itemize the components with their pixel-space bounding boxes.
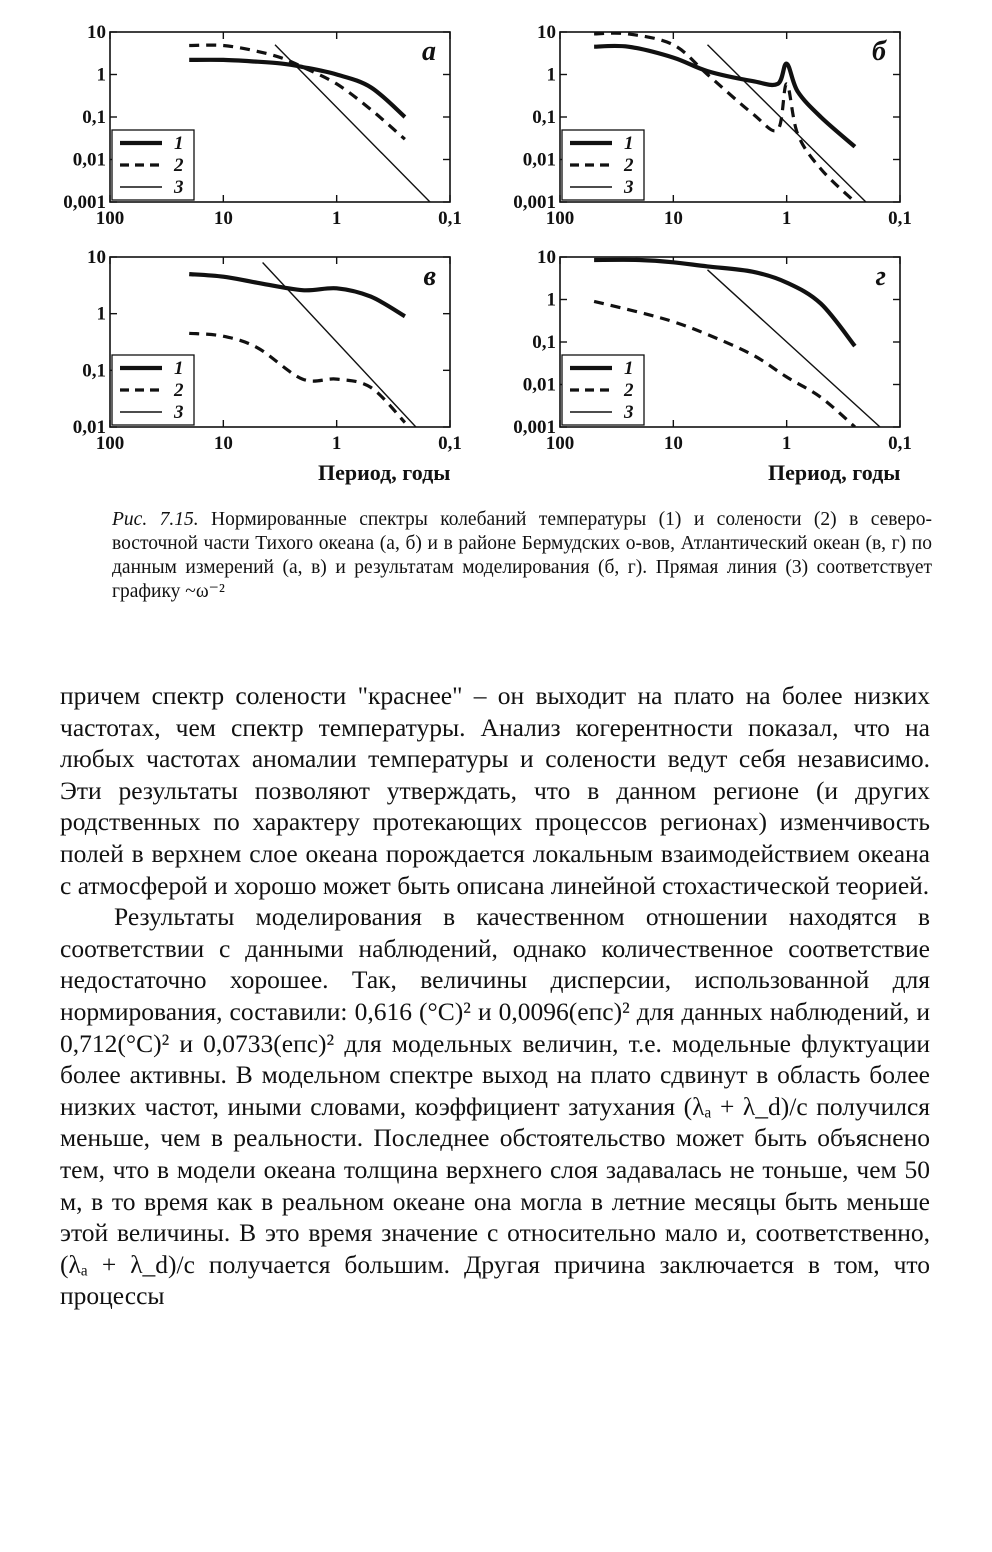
x-axis-title-left: Период, годы <box>318 460 451 485</box>
x-tick-label: 0,1 <box>438 433 462 454</box>
figure-7-15 <box>0 0 992 500</box>
x-tick-label: 1 <box>331 433 342 454</box>
chart-svg <box>490 245 910 475</box>
x-tick-label: 10 <box>213 208 233 229</box>
legend-label-1: 1 <box>624 133 634 154</box>
legend-label-3: 3 <box>624 177 634 198</box>
y-tick-label: 10 <box>537 247 556 268</box>
legend-label-1: 1 <box>174 133 184 154</box>
legend-label-1: 1 <box>624 358 634 379</box>
legend-label-2: 2 <box>624 155 634 176</box>
legend-label-3: 3 <box>174 177 184 198</box>
y-tick-label: 0,01 <box>72 417 106 438</box>
y-tick-label: 1 <box>96 303 106 325</box>
figure-caption <box>112 508 932 604</box>
series-line-3 <box>708 270 881 427</box>
y-tick-label: 0,01 <box>522 374 556 396</box>
legend-label-2: 2 <box>174 380 184 401</box>
series-line-1 <box>594 260 855 346</box>
paragraph-2: Результаты моделирования в качественном отношении находятся в соответствии с данными наблюдений, однако количественное соответствие недостаточно хорошее. Так, величины дисперсии, использованной для нормирования, составили: 0,616 (°C)² и 0,0096(епс)² для данных наблюдений, и 0,712(°C)² и 0,0733(епс)² для модельных величин, т.е. модельные флуктуации более активны. В модельном спектре выход на плато сдвинут в область более низких частот, иными словами, коэффициент затухания (λₐ + λ_d)/c получился меньше, чем в реальности. Последнее обстоятельство может быть объяснено тем, что в модели океана толщина верхнего слоя задавалась не тоньше, чем 50 м, в то время как в реальном океане она могла в летние месяцы быть меньше этой величины. В это время значение c относительно мало и, соответственно, (λₐ + λ_d)/c получается большим. Другая причина заключается в том, что процессы <box>60 902 930 1311</box>
x-tick-label: 10 <box>663 433 683 454</box>
chart-panel-g <box>490 245 910 475</box>
x-tick-label: 10 <box>213 433 233 454</box>
chart-svg <box>490 20 910 250</box>
paragraph-1: причем спектр солености "краснее" – он выходит на плато на более низких частотах, чем спектр температуры. Анализ когерентности показал, что на любых частотах аномалии температуры и солености ведут себя независимо. Эти результаты позволяют утверждать, что в данном регионе (и других родственных по характеру протекающих процессов регионах) изменчивость полей в верхнем слое океана порождается локальным взаимодействием океана с атмосферой и хорошо может быть описана линейной стохастической теорией. <box>60 681 930 900</box>
x-tick-label: 10 <box>663 208 683 229</box>
caption-label: Рис. 7.15. <box>112 509 199 530</box>
x-tick-label: 100 <box>95 208 125 229</box>
series-line-1 <box>189 60 405 117</box>
y-tick-label: 1 <box>546 64 556 86</box>
y-tick-label: 0,1 <box>82 360 106 382</box>
caption-text: Нормированные спектры колебаний температуры (1) и солености (2) в северо-восточной части Тихого океана (а, б) и в районе Бермудских о-вов, Атлантический океан (в, г) по данным измерений (а, в) и результатам моделирования (б, г). Прямая линия (3) соответствует графику ~ω⁻² <box>112 509 932 602</box>
panel-label: г <box>875 261 886 292</box>
x-tick-label: 100 <box>95 433 125 454</box>
y-tick-label: 10 <box>87 247 106 268</box>
y-tick-label: 0,001 <box>513 192 556 213</box>
chart-svg <box>40 245 460 475</box>
y-tick-label: 10 <box>537 22 556 43</box>
series-line-1 <box>189 274 405 316</box>
y-tick-label: 1 <box>96 64 106 86</box>
y-tick-label: 0,001 <box>513 417 556 438</box>
y-tick-label: 0,1 <box>532 107 556 128</box>
legend-label-2: 2 <box>174 155 184 176</box>
legend-label-1: 1 <box>174 358 184 379</box>
legend-label-3: 3 <box>624 402 634 423</box>
series-line-3 <box>275 45 430 202</box>
series-line-2 <box>189 333 405 422</box>
legend-label-3: 3 <box>174 402 184 423</box>
body-text <box>60 680 930 1312</box>
x-tick-label: 0,1 <box>888 208 912 229</box>
y-tick-label: 0,1 <box>82 107 106 128</box>
y-tick-label: 0,1 <box>532 332 556 353</box>
legend-label-2: 2 <box>624 380 634 401</box>
x-tick-label: 100 <box>545 433 575 454</box>
x-tick-label: 1 <box>331 208 342 229</box>
panel-label: а <box>422 36 436 67</box>
chart-panel-b <box>490 20 910 250</box>
x-tick-label: 100 <box>545 208 575 229</box>
y-tick-label: 0,001 <box>63 192 106 213</box>
x-tick-label: 1 <box>781 433 792 454</box>
y-tick-label: 0,01 <box>72 149 106 171</box>
y-tick-label: 10 <box>87 22 106 43</box>
panel-label: в <box>423 261 436 292</box>
chart-svg <box>40 20 460 250</box>
x-tick-label: 0,1 <box>888 433 912 454</box>
y-tick-label: 1 <box>546 289 556 311</box>
panel-label: б <box>872 36 886 67</box>
x-tick-label: 0,1 <box>438 208 462 229</box>
x-axis-title-right: Период, годы <box>768 460 901 485</box>
x-tick-label: 1 <box>781 208 792 229</box>
series-line-3 <box>708 45 866 202</box>
y-tick-label: 0,01 <box>522 149 556 171</box>
chart-panel-v <box>40 245 460 475</box>
chart-panel-a <box>40 20 460 250</box>
